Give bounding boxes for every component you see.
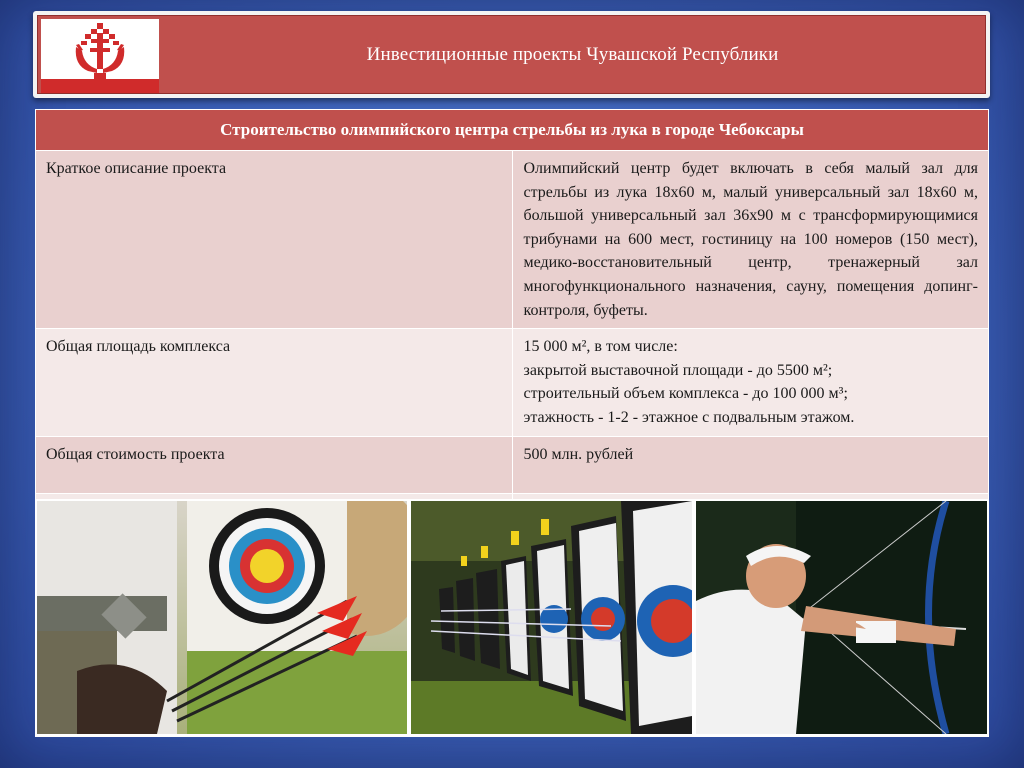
photo-strip	[35, 499, 989, 737]
row-label-cost: Общая стоимость проекта	[36, 436, 513, 493]
page-title: Инвестиционные проекты Чувашской Республики	[366, 43, 779, 65]
project-table	[35, 109, 989, 499]
title-banner-body	[37, 15, 986, 94]
title-banner	[33, 11, 990, 98]
row-value-cost: 500 млн. рублей	[512, 436, 989, 493]
row-of-archery-targets-photo	[411, 501, 692, 734]
area-line-total: 15 000 м², в том числе:	[523, 338, 678, 356]
area-line-volume: строительный объем комплекса - до 100 000 м³;	[523, 385, 848, 403]
table-row	[36, 329, 989, 436]
project-info-table	[35, 109, 989, 552]
row-value-area	[512, 329, 989, 436]
flag-red-stripe	[41, 79, 159, 93]
chuvash-flag	[41, 19, 159, 93]
chuvash-emblem-icon	[70, 21, 130, 87]
table-row	[36, 151, 989, 329]
archer-drawing-bow-photo	[696, 501, 987, 734]
table-row	[36, 436, 989, 493]
row-value-description: Олимпийский центр будет включать в себя малый зал для стрельбы из лука 18х60 м, малый универсальный зал 18х60 м, большой универсальный зал 36х90 м с трансформирующимися трибунами на 600 мест, гостиницу на 100 номеров (150 мест), медико-восстановительный центр, тренажерный зал многофункционального назначения, сауну, помещения допинг-контроля, буфеты.	[512, 151, 989, 329]
area-line-exhibition: закрытой выставочной площади - до 5500 м²;	[523, 361, 833, 379]
row-label-area: Общая площадь комплекса	[36, 329, 513, 436]
area-line-floors: этажность - 1-2 - этажное с подвальным этажом.	[523, 408, 855, 426]
row-label-description: Краткое описание проекта	[36, 151, 513, 329]
table-heading: Строительство олимпийского центра стрельбы из лука в городе Чебоксары	[36, 110, 989, 151]
archer-with-arrows-and-target-photo	[37, 501, 407, 734]
